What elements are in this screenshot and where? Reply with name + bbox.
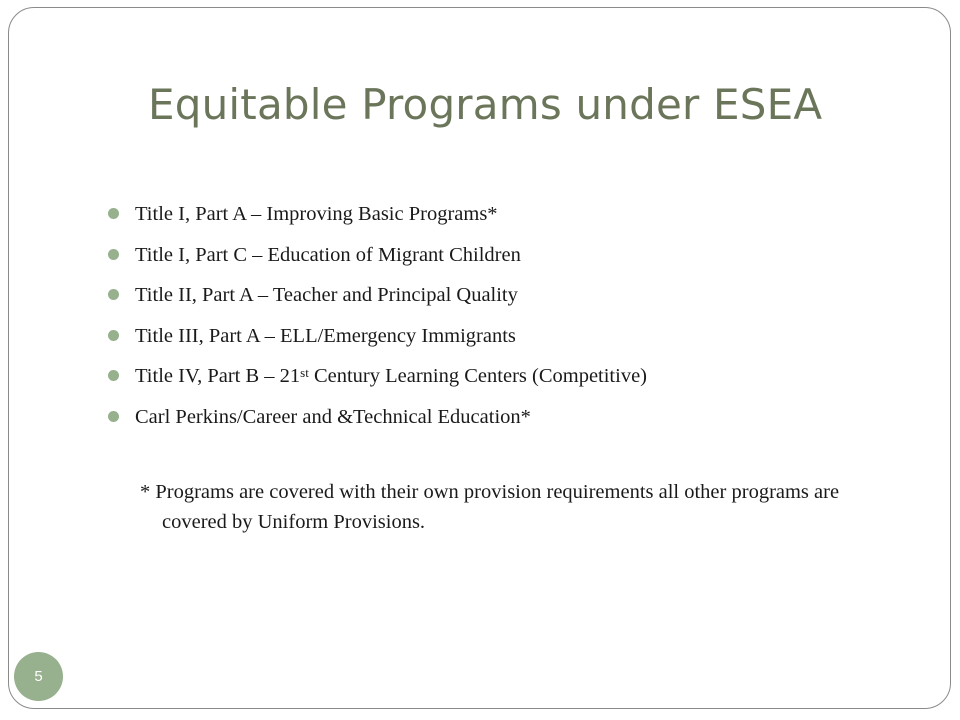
footnote: * Programs are covered with their own provision requirements all other programs are covered by Uniform Provisions. [140,481,840,533]
bullet-text: Title III, Part A – ELL/Emergency Immigrants [135,324,516,347]
bullet-dot-icon [108,370,119,381]
bullet-item-title-1-part-a [108,199,647,240]
bullet-dot-icon [108,411,119,422]
bullet-list [108,199,647,442]
bullet-text-before: Title IV, Part B – 21 [135,365,301,387]
bullet-dot-icon [108,289,119,300]
bullet-dot-icon [108,249,119,260]
bullet-text-after: Century Learning Centers (Competitive) [308,365,648,387]
bullet-text: Title I, Part A – Improving Basic Programs* [135,203,498,225]
bullet-text: Title II, Part A – Teacher and Principal Quality [135,284,518,306]
bullet-text: Title I, Part C – Education of Migrant Children [135,243,521,266]
slide-title: Equitable Programs under ESEA [148,80,823,129]
bullet-item-title-2-part-a [108,280,647,321]
bullet-text: Carl Perkins/Career and &Technical Education* [135,405,531,428]
bullet-item-title-1-part-c [108,240,647,281]
bullet-dot-icon [108,330,119,341]
bullet-item-title-3-part-a [108,321,647,362]
page-number-badge: 5 [14,652,63,701]
bullet-item-title-4-part-b [108,361,647,402]
bullet-superscript: st [300,365,309,380]
bullet-item-carl-perkins [108,402,647,443]
bullet-dot-icon [108,208,119,219]
